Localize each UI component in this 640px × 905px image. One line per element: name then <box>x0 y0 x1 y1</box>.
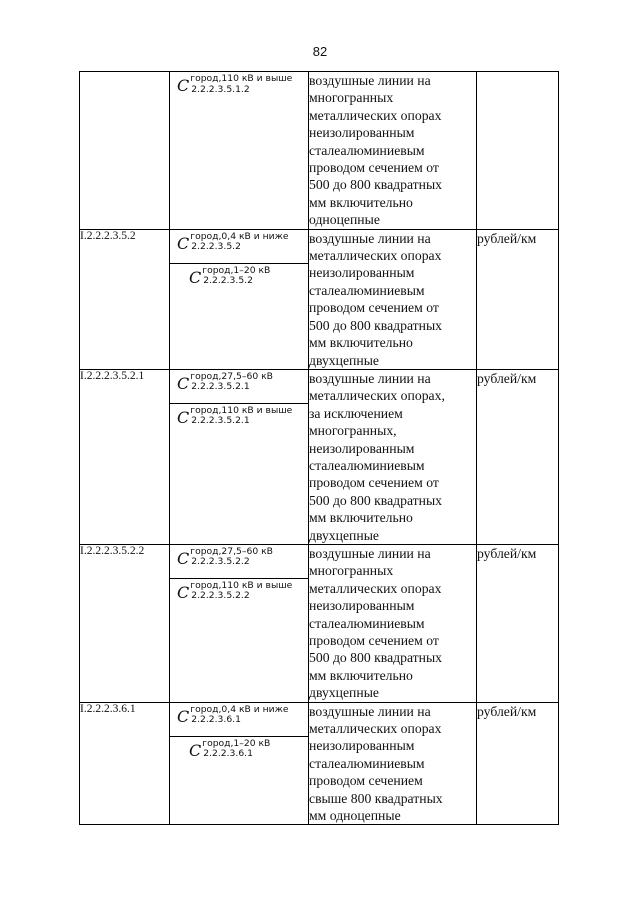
symbol-letter: C <box>177 548 190 568</box>
row-description <box>309 229 477 369</box>
description-line: многогранных <box>309 563 394 579</box>
row-unit <box>477 72 559 230</box>
description-line: двухцепные <box>309 527 379 543</box>
table-body <box>80 72 559 825</box>
description-line: неизолированным <box>309 125 415 141</box>
description-line: сталеалюминиевым <box>309 755 425 771</box>
rate-symbol <box>170 403 308 436</box>
description-line: воздушные линии на <box>309 73 431 88</box>
description-line: неизолированным <box>309 738 415 754</box>
symbol-indices <box>190 74 292 95</box>
row-description <box>309 72 477 230</box>
description-line: сталеалюминиевым <box>309 282 425 298</box>
symbol-indices <box>190 705 288 726</box>
symbol-letter: C <box>177 706 190 726</box>
symbol-indices <box>190 581 292 602</box>
rate-symbol <box>170 578 308 611</box>
row-code <box>80 72 170 230</box>
description-line: мм одноцепные <box>309 808 401 824</box>
symbol-subscript: 2.2.2.3.6.1 <box>191 714 241 726</box>
description-line: многогранных <box>309 90 394 106</box>
symbol-cell <box>170 544 309 702</box>
row-code: I.2.2.2.3.6.1 <box>80 702 170 825</box>
description-line: металлических опорах, <box>309 388 445 404</box>
rate-symbol <box>170 545 308 578</box>
table-row <box>80 369 559 544</box>
description-line: неизолированным <box>309 598 415 614</box>
description-line: металлических опорах <box>309 107 442 123</box>
description-line: 500 до 800 квадратных <box>309 492 443 508</box>
description-line: воздушные линии на <box>309 230 431 246</box>
symbol-subscript: 2.2.2.3.6.1 <box>203 748 253 760</box>
symbol-superscript: город,0,4 кВ и ниже <box>190 230 289 242</box>
row-unit: рублей/км <box>477 702 559 825</box>
table-row <box>80 72 559 230</box>
symbol-letter: C <box>177 76 190 95</box>
rate-symbol <box>170 72 308 105</box>
description-line: 500 до 800 квадратных <box>309 650 443 666</box>
description-line: мм включительно <box>309 194 413 210</box>
symbol-letter: C <box>189 267 202 287</box>
description-line: металлических опорах <box>309 248 442 264</box>
symbol-superscript: город,27,5–60 кВ <box>190 545 273 557</box>
description-line: металлических опорах <box>309 721 442 737</box>
description-line: неизолированным <box>309 440 415 456</box>
symbol-cell <box>170 229 309 369</box>
row-unit: рублей/км <box>477 229 559 369</box>
symbol-letter: C <box>189 740 202 760</box>
description-line: проводом сечением от <box>309 160 439 176</box>
symbol-subscript: 2.2.2.3.5.2.1 <box>191 415 250 427</box>
description-line: двухцепные <box>309 685 379 701</box>
description-line: одноцепные <box>309 212 380 228</box>
symbol-subscript: 2.2.2.3.5.2.2 <box>191 590 250 602</box>
symbol-cell <box>170 72 309 230</box>
description-line: металлических опорах <box>309 580 442 596</box>
symbol-indices <box>190 406 292 427</box>
description-line: проводом сечением от <box>309 475 439 491</box>
description-line: сталеалюминиевым <box>309 457 425 473</box>
symbol-subscript: 2.2.2.3.5.2 <box>203 275 253 287</box>
symbol-superscript: город,1–20 кВ <box>202 737 271 749</box>
table-row <box>80 702 559 825</box>
description-line: проводом сечением <box>309 773 423 789</box>
table-row <box>80 229 559 369</box>
rate-symbol <box>170 370 308 403</box>
symbol-indices <box>190 372 273 393</box>
description-line: многогранных, <box>309 423 397 439</box>
table-row <box>80 544 559 702</box>
symbol-subscript: 2.2.2.3.5.2.1 <box>191 381 250 393</box>
description-line: 500 до 800 квадратных <box>309 317 443 333</box>
description-line: сталеалюминиевым <box>309 615 425 631</box>
symbol-cell <box>170 702 309 825</box>
description-line: мм включительно <box>309 667 413 683</box>
description-line: воздушные линии на <box>309 703 431 719</box>
description-line: воздушные линии на <box>309 370 431 386</box>
description-line: 500 до 800 квадратных <box>309 177 443 193</box>
rates-table <box>79 71 559 825</box>
symbol-superscript: город,1–20 кВ <box>202 264 271 276</box>
row-code: I.2.2.2.3.5.2 <box>80 229 170 369</box>
symbol-indices <box>190 232 288 253</box>
row-description <box>309 369 477 544</box>
symbol-letter: C <box>177 582 190 602</box>
symbol-superscript: город,27,5–60 кВ <box>190 370 273 382</box>
description-line: свыше 800 квадратных <box>309 790 443 806</box>
symbol-letter: C <box>177 233 190 253</box>
description-line: мм включительно <box>309 510 413 526</box>
rate-symbol <box>170 736 308 769</box>
page-number: 82 <box>312 44 328 59</box>
rate-symbol <box>170 263 308 296</box>
row-unit: рублей/км <box>477 369 559 544</box>
description-line: воздушные линии на <box>309 545 431 561</box>
rate-symbol <box>170 703 308 736</box>
symbol-letter: C <box>177 373 190 393</box>
rate-symbol <box>170 230 308 263</box>
description-line: сталеалюминиевым <box>309 142 425 158</box>
description-line: проводом сечением от <box>309 300 439 316</box>
symbol-superscript: город,0,4 кВ и ниже <box>190 703 289 715</box>
symbol-superscript: город,110 кВ и выше <box>190 404 293 416</box>
symbol-indices <box>202 266 270 287</box>
row-code: I.2.2.2.3.5.2.2 <box>80 544 170 702</box>
symbol-subscript: 2.2.2.3.5.2.2 <box>191 556 250 568</box>
symbol-subscript: 2.2.2.3.5.2 <box>191 241 241 253</box>
description-line: за исключением <box>309 405 403 421</box>
row-unit: рублей/км <box>477 544 559 702</box>
symbol-superscript: город,110 кВ и выше <box>190 73 293 84</box>
symbol-letter: C <box>177 407 190 427</box>
description-line: двухцепные <box>309 352 379 368</box>
symbol-indices <box>190 547 273 568</box>
row-code: I.2.2.2.3.5.2.1 <box>80 369 170 544</box>
row-description <box>309 702 477 825</box>
row-description <box>309 544 477 702</box>
description-line: проводом сечением от <box>309 633 439 648</box>
symbol-superscript: город,110 кВ и выше <box>190 579 293 591</box>
symbol-indices <box>202 739 270 760</box>
description-line: мм включительно <box>309 335 413 351</box>
symbol-cell <box>170 369 309 544</box>
description-line: неизолированным <box>309 265 415 281</box>
symbol-subscript: 2.2.2.3.5.1.2 <box>191 83 250 95</box>
